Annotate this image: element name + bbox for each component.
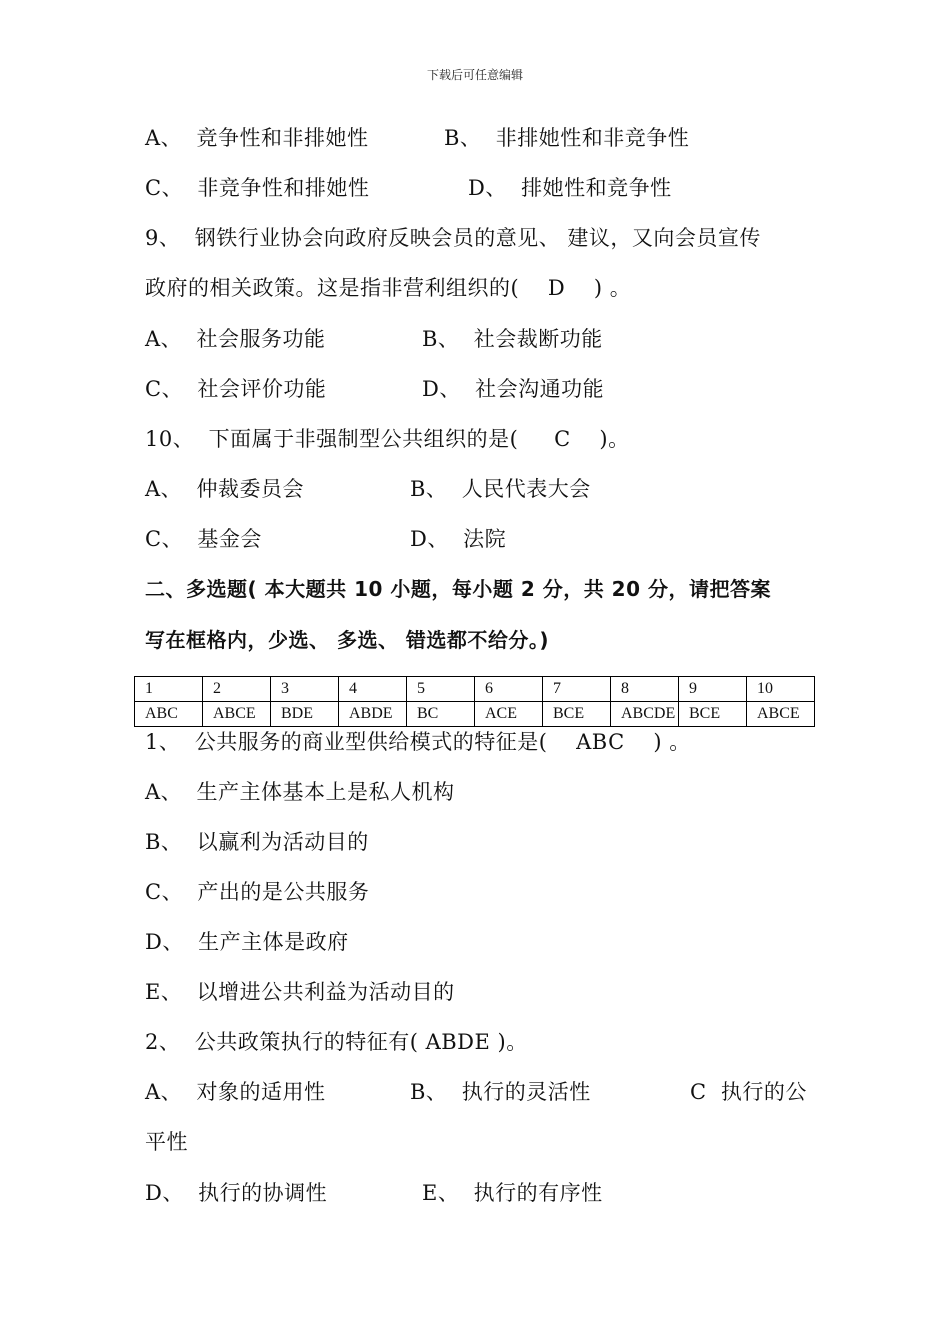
section-title-line2: 写在框格内，少选、 多选、 错选都不给分。) <box>145 628 550 652</box>
table-cell: ABCE <box>203 702 271 727</box>
option-9c: C、 社会评价功能 <box>145 377 327 401</box>
mc-option-1c: C、 产出的是公共服务 <box>145 880 370 904</box>
mc-option-2d: D、 执行的协调性 <box>145 1181 328 1205</box>
table-cell: ABCDE <box>611 702 679 727</box>
mc-question-2: 2、 公共政策执行的特征有( ABDE )。 <box>145 1030 528 1054</box>
question-9-line1: 9、 钢铁行业协会向政府反映会员的意见、 建议，又向会员宣传 <box>145 226 761 250</box>
mc-question-2-options-de <box>145 1179 603 1263</box>
question-9-line2: 政府的相关政策。这是指非营利组织的( D ) 。 <box>145 276 632 300</box>
mc-option-2c-continued: 平性 <box>145 1130 188 1154</box>
table-cell: BC <box>407 702 475 727</box>
mc-option-2c: C 执行的公 <box>690 1080 807 1104</box>
table-cell: 7 <box>543 677 611 702</box>
table-cell: 5 <box>407 677 475 702</box>
answer-table-number-row <box>135 677 815 702</box>
mc-option-1d: D、 生产主体是政府 <box>145 930 349 954</box>
table-cell: 3 <box>271 677 339 702</box>
option-10c: C、 基金会 <box>145 527 262 551</box>
mc-option-1a: A、 生产主体基本上是私人机构 <box>145 780 455 804</box>
table-cell: 8 <box>611 677 679 702</box>
answer-table <box>134 676 815 727</box>
option-9a: A、 社会服务功能 <box>145 327 326 351</box>
mc-option-1b: B、 以赢利为活动目的 <box>145 830 369 854</box>
option-9d: D、 社会沟通功能 <box>422 377 605 401</box>
table-cell: 4 <box>339 677 407 702</box>
table-cell: BDE <box>271 702 339 727</box>
section-title-line1: 二、多选题( 本大题共 10 小题，每小题 2 分，共 20 分，请把答案 <box>145 577 771 601</box>
option-8d: D、 排她性和竞争性 <box>468 176 672 200</box>
table-cell: BCE <box>679 702 747 727</box>
option-10a: A、 仲裁委员会 <box>145 477 305 501</box>
table-cell: 2 <box>203 677 271 702</box>
table-cell: ABDE <box>339 702 407 727</box>
option-9b: B、 社会裁断功能 <box>422 327 603 351</box>
page-header: 下载后可任意编辑 <box>426 68 523 82</box>
option-8b: B、 非排她性和非竞争性 <box>444 126 690 150</box>
table-cell: 9 <box>679 677 747 702</box>
table-cell: ABC <box>135 702 203 727</box>
option-8a: A、 竞争性和非排她性 <box>145 126 369 150</box>
mc-option-1e: E、 以增进公共利益为活动目的 <box>145 980 455 1004</box>
table-cell: ACE <box>475 702 543 727</box>
option-10d: D、 法院 <box>410 527 507 551</box>
option-10b: B、 人民代表大会 <box>410 477 591 501</box>
answer-table-answer-row <box>135 702 815 727</box>
table-cell: 10 <box>747 677 815 702</box>
mc-question-1: 1、 公共服务的商业型供给模式的特征是( ABC ) 。 <box>145 730 691 754</box>
mc-option-2b: B、 执行的灵活性 <box>410 1080 591 1104</box>
question-10: 10、 下面属于非强制型公共组织的是( C )。 <box>145 427 630 451</box>
table-cell: ABCE <box>747 702 815 727</box>
mc-option-2e: E、 执行的有序性 <box>422 1181 603 1205</box>
table-cell: 6 <box>475 677 543 702</box>
mc-option-2a: A、 对象的适用性 <box>145 1080 326 1104</box>
table-cell: 1 <box>135 677 203 702</box>
table-cell: BCE <box>543 702 611 727</box>
option-8c: C、 非竞争性和排她性 <box>145 176 370 200</box>
